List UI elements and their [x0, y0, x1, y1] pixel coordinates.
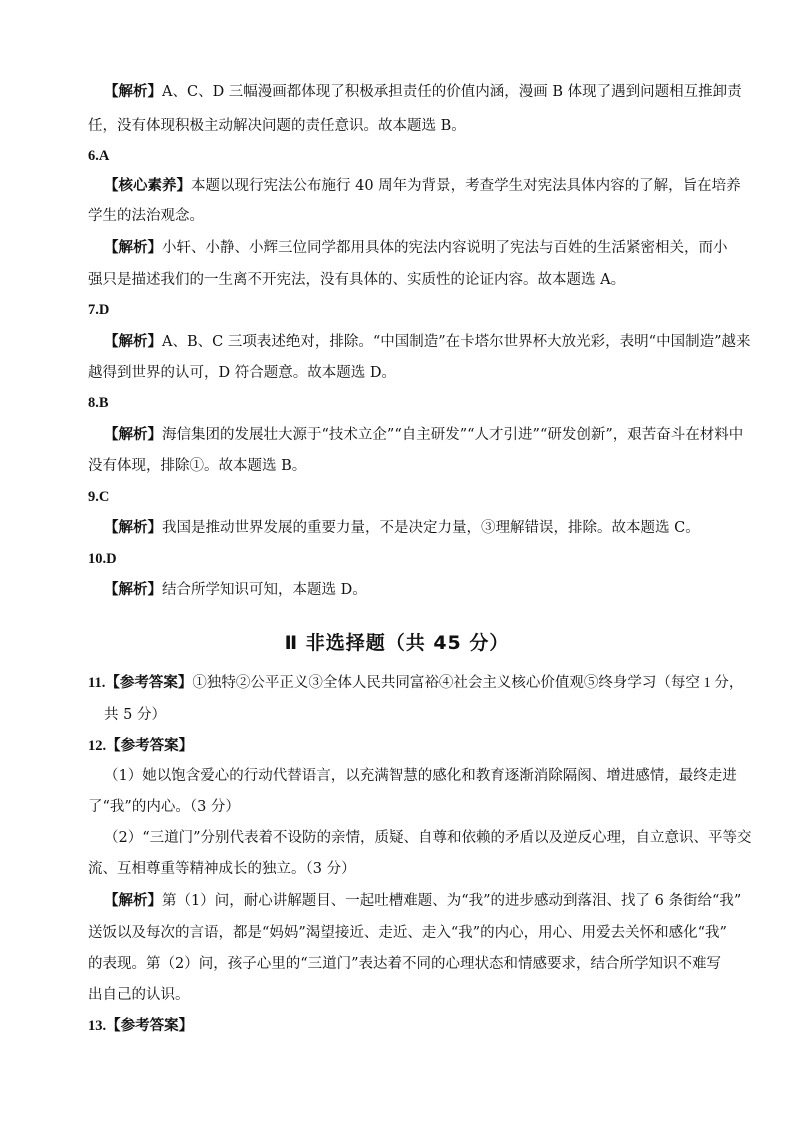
q11-answer-line1 — [88, 673, 743, 693]
reference-answer-tag: 11.【参考答案】 — [88, 675, 193, 691]
q12-a2-line1: （2）“三道门”分别代表着不设防的亲情，质疑、自尊和依赖的矛盾以及逆反心理，自立意识、平等交 — [104, 830, 752, 846]
q8-answer: 8.B — [88, 395, 109, 411]
analysis-text: 我国是推动世界发展的重要力量，不是决定力量，③理解错误，排除。故本题选 C。 — [162, 520, 700, 536]
q7-analysis-line1 — [104, 332, 750, 352]
analysis-tag: 【解析】 — [104, 892, 162, 909]
q12-analysis-line1 — [104, 891, 741, 911]
q9-analysis-line1 — [104, 518, 700, 538]
q13-answer-heading: 13.【参考答案】 — [88, 1018, 194, 1034]
q11-answer-line2: 共 5 分） — [104, 707, 166, 723]
q6-analysis-line2: 强只是描述我们的一生离不开宪法，没有具体的、实质性的论证内容。故本题选 A。 — [88, 272, 626, 288]
analysis-tag: 【解析】 — [104, 426, 162, 443]
analysis-text: 小轩、小静、小辉三位同学都用具体的宪法内容说明了宪法与百姓的生活紧密相关，而小 — [162, 240, 728, 256]
analysis-text: 第（1）问，耐心讲解题目、一起吐槽难题、为“我”的进步感动到落泪、找了 6 条街给“我” — [162, 893, 742, 909]
q12-answer-heading: 12.【参考答案】 — [88, 738, 194, 754]
q5-analysis-line1 — [104, 82, 742, 102]
q6-core-line2: 学生的法治观念。 — [88, 208, 204, 224]
q8-analysis-line1 — [104, 425, 743, 445]
analysis-text: A、C、D 三幅漫画都体现了积极承担责任的价值内涵，漫画 B 体现了遇到问题相互推卸责 — [162, 84, 742, 100]
q12-analysis-line3: 的表现。第（2）问，孩子心里的“三道门”表达着不同的心理状态和情感要求，结合所学知识不难写 — [88, 956, 722, 972]
analysis-tag: 【解析】 — [104, 239, 162, 256]
analysis-tag: 【解析】 — [104, 519, 162, 536]
q7-analysis-line2: 越得到世界的认可，D 符合题意。故本题选 D。 — [88, 365, 396, 381]
q7-answer: 7.D — [88, 302, 110, 318]
analysis-tag: 【解析】 — [104, 581, 162, 598]
q12-analysis-line2: 送饭以及每次的言语，都是“妈妈”渴望接近、走近、走入“我”的内心，用心、用爱去关怀和感化“我” — [88, 925, 727, 941]
core-literacy-tag: 【核心素养】 — [104, 177, 191, 194]
analysis-tag: 【解析】 — [104, 333, 162, 350]
q6-core-line1 — [104, 176, 741, 196]
q10-analysis-line1 — [104, 580, 367, 600]
analysis-tag: 【解析】 — [104, 83, 162, 100]
q6-answer: 6.A — [88, 148, 110, 164]
core-literacy-text: 本题以现行宪法公布施行 40 周年为背景，考查学生对宪法具体内容的了解，旨在培养 — [191, 178, 741, 194]
q12-a2-line2: 流、互相尊重等精神成长的独立。（3 分） — [88, 861, 356, 877]
q9-answer: 9.C — [88, 489, 110, 505]
section-title: Ⅱ 非选择题（共 45 分） — [284, 632, 510, 654]
q12-analysis-line4: 出自己的认识。 — [88, 987, 190, 1003]
analysis-text: A、B、C 三项表述绝对，排除。“中国制造”在卡塔尔世界杯大放光彩，表明“中国制造”越来 — [162, 334, 751, 350]
q6-analysis-line1 — [104, 238, 728, 258]
q10-answer: 10.D — [88, 551, 117, 567]
q12-a1-line2: 了“我”的内心。（3 分） — [88, 799, 240, 815]
answer-text: ①独特②公平正义③全体人民共同富裕④社会主义核心价值观⑤终身学习（每空 1 分， — [192, 675, 744, 691]
q5-analysis-line2: 任，没有体现积极主动解决问题的责任意识。故本题选 B。 — [88, 118, 466, 134]
analysis-text: 海信集团的发展壮大源于“技术立企”“自主研发”“人才引进”“研发创新”，艰苦奋斗在材料中 — [162, 427, 744, 443]
q12-a1-line1: （1）她以饱含爱心的行动代替语言，以充满智慧的感化和教育逐渐消除隔阂、增进感情，最终走进 — [104, 768, 737, 784]
q8-analysis-line2: 没有体现，排除①。故本题选 B。 — [88, 458, 307, 474]
analysis-text: 结合所学知识可知，本题选 D。 — [162, 582, 367, 598]
